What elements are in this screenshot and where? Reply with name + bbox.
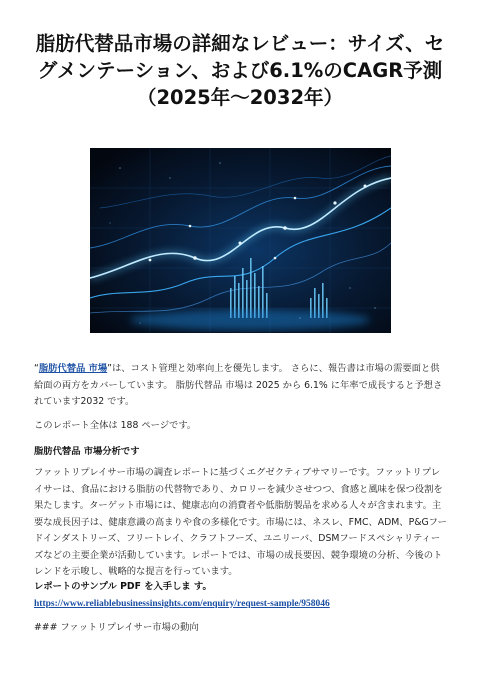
page-title	[30, 30, 450, 111]
intro-paragraph	[34, 361, 448, 411]
intro-text: ”は、コスト管理と効率向上を優先します。 さらに、報告書は市場の需要面と供給面の両方をカバーしています。 脂肪代替品 市場は 2025 から 6.1% に年率で成長すると予想されています2032 です。	[34, 363, 443, 407]
sample-request	[34, 579, 448, 612]
trend-heading: ### ファットリプレイサー市場の動向	[34, 622, 199, 633]
sample-label: レポートのサンプル PDF を入手しま す。	[34, 581, 212, 592]
hero-image	[90, 148, 391, 333]
hero-chart-illustration	[90, 148, 391, 333]
quote-mark: “	[34, 363, 39, 374]
title-line-3: （2025年〜2032年）	[136, 86, 344, 109]
analysis-heading: 脂肪代替品 市場分析です	[34, 446, 140, 457]
page-count-text: このレポート全体は 188 ページです。	[34, 420, 197, 431]
summary-paragraph: ファットリプレイサー市場の調査レポートに基づくエグゼクティブサマリーです。ファットリプレイサーは、食品における脂肪の代替物であり、カロリーを減少させつつ、食感と風味を保つ役割を果たします。ターゲット市場には、健康志向の消費者や低脂肪製品を求める人々が含まれます。主要な成長因子は、健康意識の高まりや食の多様化です。市場には、ネスレ、FMC、ADM、P&Gフードインダストリーズ、フリートレイ、クラフトフーズ、ユニリーバ、DSMフードスペシャリティーズなどの主要企業が活動しています。レポートでは、市場の成長要因、競争環境の分析、今後のトレンドを示唆し、戦略的な提言を行っています。	[34, 467, 447, 577]
title-line-2: グメンテーション、および6.1%のCAGR予測	[37, 59, 443, 82]
market-link[interactable]: 脂肪代替品 市場	[38, 363, 108, 374]
sample-link[interactable]: https://www.reliablebusinessinsights.com/enquiry/request-sample/958046	[34, 598, 330, 609]
title-line-1: 脂肪代替品市場の詳細なレビュー：サイズ、セ	[35, 32, 445, 55]
